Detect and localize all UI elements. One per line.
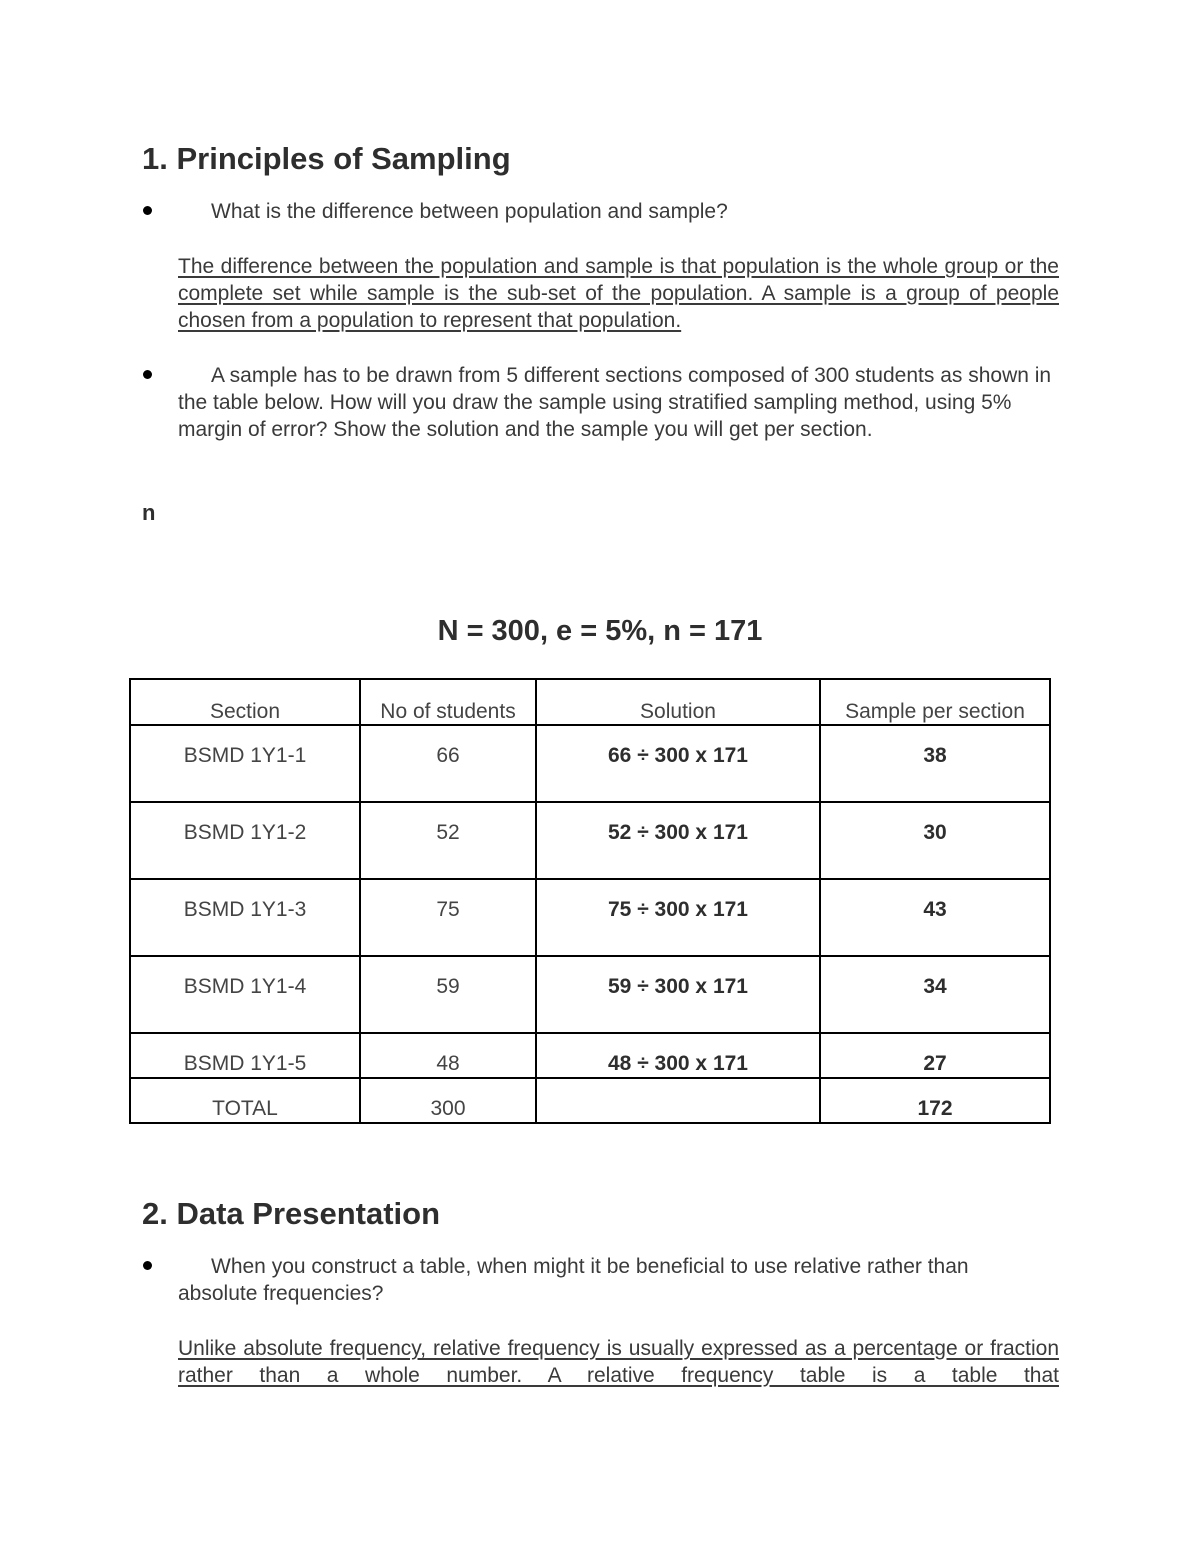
column-header-solution: Solution bbox=[536, 679, 820, 725]
n-label: n bbox=[142, 500, 156, 525]
answer-relative-frequency: Unlike absolute frequency, relative frequency is usually expressed as a percentage or fraction rather than a whole number. A relative frequency table is a table that bbox=[178, 1337, 1059, 1387]
total-solution-cell bbox=[536, 1078, 820, 1123]
section-1-heading: 1. Principles of Sampling bbox=[142, 141, 511, 176]
question-relative-frequency bbox=[178, 1253, 1038, 1307]
sample-size-formula: N = 300, e = 5%, n = 171 bbox=[437, 615, 763, 647]
sample-cell: 27 bbox=[820, 1033, 1050, 1078]
section-cell: BSMD 1Y1-4 bbox=[130, 956, 360, 1033]
students-cell: 59 bbox=[360, 956, 536, 1033]
column-header-sample: Sample per section bbox=[820, 679, 1050, 725]
students-cell: 66 bbox=[360, 725, 536, 802]
total-sample-cell: 172 bbox=[820, 1078, 1050, 1123]
question-text: A sample has to be drawn from 5 different sections composed of 300 students as shown in the table below. How will you draw the sample using stratified sampling method, using 5% margin of error? Show the solution and the sample you will get per section. bbox=[178, 364, 1052, 441]
students-cell: 48 bbox=[360, 1033, 536, 1078]
table-header-row bbox=[130, 679, 1050, 725]
section-cell: BSMD 1Y1-2 bbox=[130, 802, 360, 879]
section-2-heading: 2. Data Presentation bbox=[142, 1196, 441, 1231]
table-row bbox=[130, 879, 1050, 956]
question-stratified-sampling bbox=[178, 362, 1058, 443]
question-text: When you construct a table, when might it be beneficial to use relative rather than absolute frequencies? bbox=[178, 1255, 969, 1305]
sample-cell: 30 bbox=[820, 802, 1050, 879]
students-cell: 52 bbox=[360, 802, 536, 879]
sample-cell: 43 bbox=[820, 879, 1050, 956]
column-header-students: No of students bbox=[360, 679, 536, 725]
students-cell: 75 bbox=[360, 879, 536, 956]
solution-cell: 59 ÷ 300 x 171 bbox=[536, 956, 820, 1033]
question-text: What is the difference between population and sample? bbox=[211, 200, 728, 223]
bullet-icon bbox=[143, 1261, 152, 1270]
solution-cell: 66 ÷ 300 x 171 bbox=[536, 725, 820, 802]
table-row bbox=[130, 956, 1050, 1033]
sample-table bbox=[129, 678, 1051, 1124]
table-row bbox=[130, 802, 1050, 879]
sample-cell: 34 bbox=[820, 956, 1050, 1033]
total-students-cell: 300 bbox=[360, 1078, 536, 1123]
bullet-icon bbox=[143, 206, 152, 215]
solution-cell: 48 ÷ 300 x 171 bbox=[536, 1033, 820, 1078]
section-cell: BSMD 1Y1-5 bbox=[130, 1033, 360, 1078]
table-total-row bbox=[130, 1078, 1050, 1123]
total-label-cell: TOTAL bbox=[130, 1078, 360, 1123]
table-row bbox=[130, 725, 1050, 802]
question-population-vs-sample bbox=[178, 198, 1068, 225]
solution-cell: 52 ÷ 300 x 171 bbox=[536, 802, 820, 879]
bullet-icon bbox=[143, 370, 152, 379]
section-cell: BSMD 1Y1-3 bbox=[130, 879, 360, 956]
sample-cell: 38 bbox=[820, 725, 1050, 802]
answer-population-vs-sample: The difference between the population and sample is that population is the whole group or the complete set while sample is the sub-set of the population. A sample is a group of people chosen from a population to represent that population. bbox=[178, 255, 1059, 332]
column-header-section: Section bbox=[130, 679, 360, 725]
section-cell: BSMD 1Y1-1 bbox=[130, 725, 360, 802]
solution-cell: 75 ÷ 300 x 171 bbox=[536, 879, 820, 956]
table-row bbox=[130, 1033, 1050, 1078]
